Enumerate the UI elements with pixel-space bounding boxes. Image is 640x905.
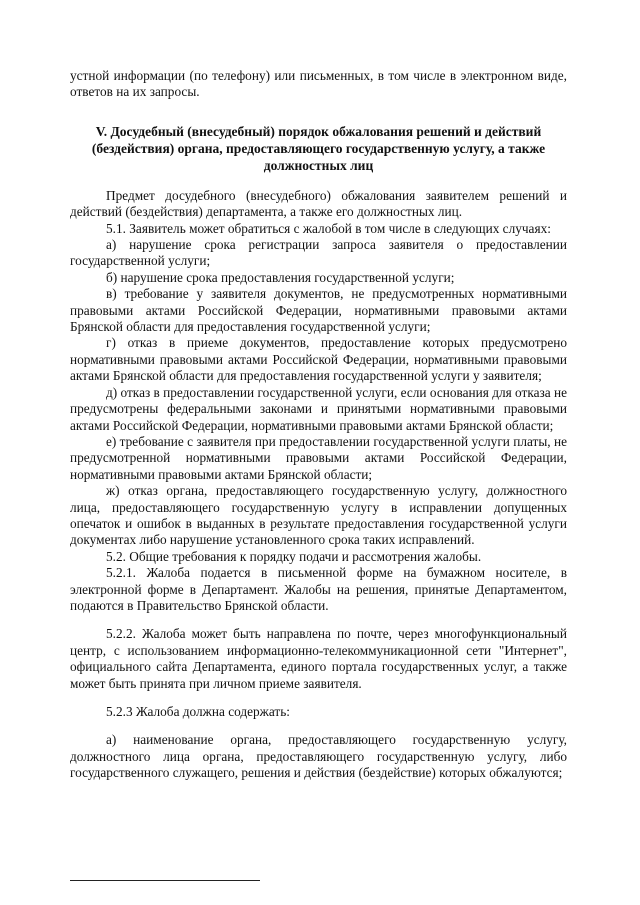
paragraph-5-2-1: 5.2.1. Жалоба подается в письменной форме на бумажном носителе, в электронной форме в Департамент. Жалобы на решения, принятые Департаментом, подаются в Правительство Брянской области. [70,565,567,613]
paragraph-5-1-v: в) требование у заявителя документов, не предусмотренных нормативными правовыми актами Российской Федерации, нормативными правовыми актами Брянской области для предоставления государственной услуги; [70,286,567,335]
paragraph-5-1-e: е) требование с заявителя при предоставлении государственной услуги платы, не предусмотренной нормативными правовыми актами Российской Федерации, нормативными правовыми актами Брянской области; [70,433,567,482]
paragraph-5-1: 5.1. Заявитель может обратиться с жалобой в том числе в следующих случаях: [106,220,551,236]
footnote-divider [70,880,260,881]
section-heading: V. Досудебный (внесудебный) порядок обжалования решений и действий (бездействия) органа, предоставляющего государственную услугу, а также должностных лиц [91,123,546,173]
paragraph-5-2-3-a: а) наименование органа, предоставляющего государственную услугу, должностного лица органа, предоставляющего государственную услугу, либо государственного служащего, решения и действия (бездействие) которых обжалуются; [70,732,567,781]
intro-paragraph: устной информации (по телефону) или письменных, в том числе в электронном виде, ответов на их запросы. [70,68,567,100]
document-page [70,68,567,782]
paragraph-subject: Предмет досудебного (внесудебного) обжалования заявителем решений и действий (бездействия) департамента, а также его должностных лиц. [70,187,567,220]
paragraph-5-1-d: д) отказ в предоставлении государственной услуги, если основания для отказа не предусмотрены федеральными законами и принятыми нормативными правовыми актами Российской Федерации, нормативными правовыми актами Брянской области; [70,384,567,433]
paragraph-5-2-3: 5.2.3 Жалоба должна содержать: [106,704,290,719]
paragraph-5-2: 5.2. Общие требования к порядку подачи и рассмотрения жалобы. [106,548,482,564]
paragraph-5-1-b: б) нарушение срока предоставления государственной услуги; [106,269,455,285]
paragraph-5-1-g: г) отказ в приеме документов, предоставление которых предусмотрено нормативными правовыми актами Российской Федерации, нормативными правовыми актами Брянской области для предоставления государственной услуги у заявителя; [70,335,567,384]
paragraph-5-2-2: 5.2.2. Жалоба может быть направлена по почте, через многофункциональный центр, с использованием информационно-телекоммуникационной сети "Интернет", официального сайта Департамента, единого портала государственных услуг, а также может быть принята при личном приеме заявителя. [70,626,567,691]
paragraph-5-1-a: а) нарушение срока регистрации запроса заявителя о предоставлении государственной услуги; [70,237,567,269]
paragraph-5-1-zh: ж) отказ органа, предоставляющего государственную услугу, должностного лица, предоставляющего государственную услугу в исправлении допущенных опечаток и ошибок в выданных в результате предоставления государственной услуги документах либо нарушение установленного срока таких исправлений. [70,483,567,548]
